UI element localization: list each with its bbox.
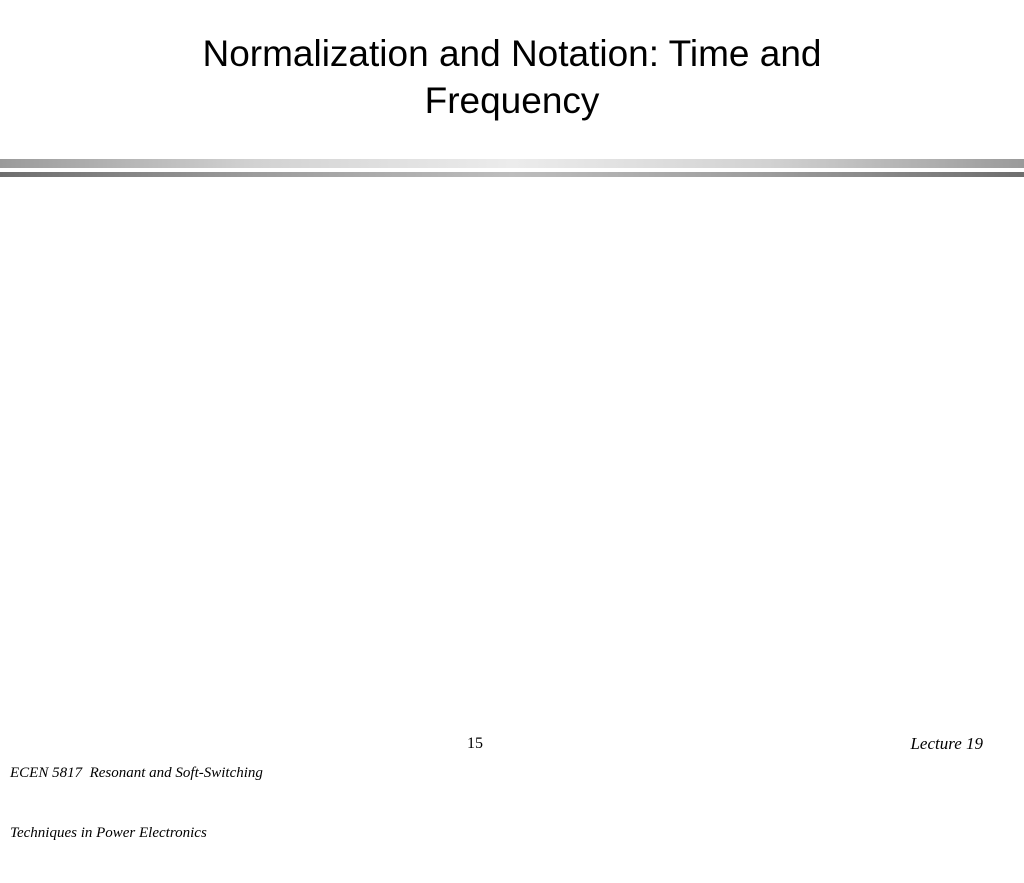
slide-title-line-2: Frequency — [424, 80, 600, 121]
footer-course-line-2: Techniques in Power Electronics — [10, 825, 207, 841]
title-divider-top — [0, 159, 1024, 168]
slide-title-line-1: Normalization and Notation: Time and — [202, 33, 822, 74]
footer-course-info — [10, 723, 263, 883]
footer-lecture-label: Lecture 19 — [910, 734, 983, 753]
slide-title — [112, 30, 912, 124]
footer-page-number: 15 — [467, 735, 483, 752]
footer-course-line-1: ECEN 5817 Resonant and Soft-Switching — [10, 765, 263, 781]
title-divider-bottom — [0, 172, 1024, 177]
